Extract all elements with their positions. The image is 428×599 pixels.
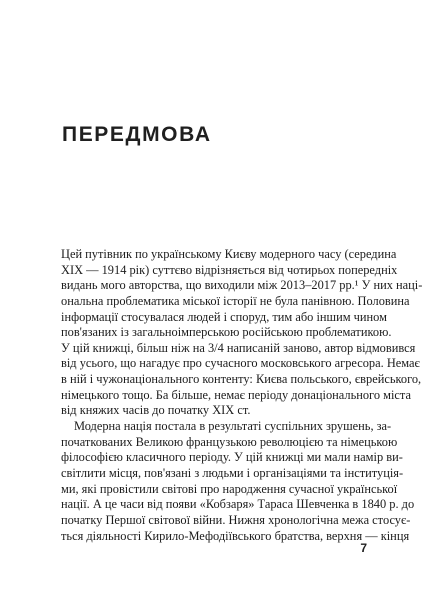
text-line: У цій книжці, більш ніж на 3/4 написаній заново, автор відмовився <box>61 340 416 355</box>
text-line: Модерна нація постала в результаті суспільних зрушень, за- <box>74 419 392 434</box>
text-line: XIX — 1914 рік) суттєво відрізняється від чотирьох попередніх <box>61 262 398 277</box>
text-line: в ній і чужонаціонального контенту: Києва польського, єврейського, <box>61 372 422 387</box>
text-line: філософією класичного періоду. У цій книжці ми мали намір ви- <box>61 450 403 465</box>
body-text <box>61 247 423 544</box>
text-line: початкованих Великою французькою революцією та німецькою <box>61 434 398 449</box>
text-line: пов'язаних із загальноімперською російською проблематикою. <box>61 325 392 340</box>
text-line: нації. А це часи від появи «Кобзаря» Тараса Шевченка в 1840 р. до <box>61 497 415 512</box>
paragraph-1 <box>61 247 423 419</box>
paragraph-2 <box>61 419 415 544</box>
page-title: ПЕРЕДМОВА <box>62 123 212 146</box>
text-line: інформації стосувалася людей і споруд, тим або іншим чином <box>61 309 387 324</box>
text-line: від усього, що нагадує про сучасного московського агресора. Немає <box>61 356 420 371</box>
text-line: німецького тощо. Ба більше, немає періоду донаціонального міста <box>61 387 411 402</box>
text-line: ми, які провістили світові про народження сучасної української <box>61 481 398 496</box>
text-line: початку Першої світової війни. Нижня хронологічна межа стосує- <box>61 512 411 527</box>
text-line: Цей путівник по українському Києву модерного часу (середина <box>61 247 397 261</box>
text-line: від княжих часів до початку XIX ст. <box>61 403 251 418</box>
text-line: ональна проблематика міської історії не була панівною. Половина <box>61 293 410 308</box>
text-line: світлити місця, пов'язані з людьми і організаціями та інституція- <box>61 465 404 480</box>
text-line: ться діяльності Кирило-Мефодіївського братства, верхня — кінця <box>61 528 410 543</box>
text-line: видань мого авторства, що виходили між 2013–2017 рр.¹ У них наці- <box>61 278 423 293</box>
page-number: 7 <box>360 541 367 555</box>
